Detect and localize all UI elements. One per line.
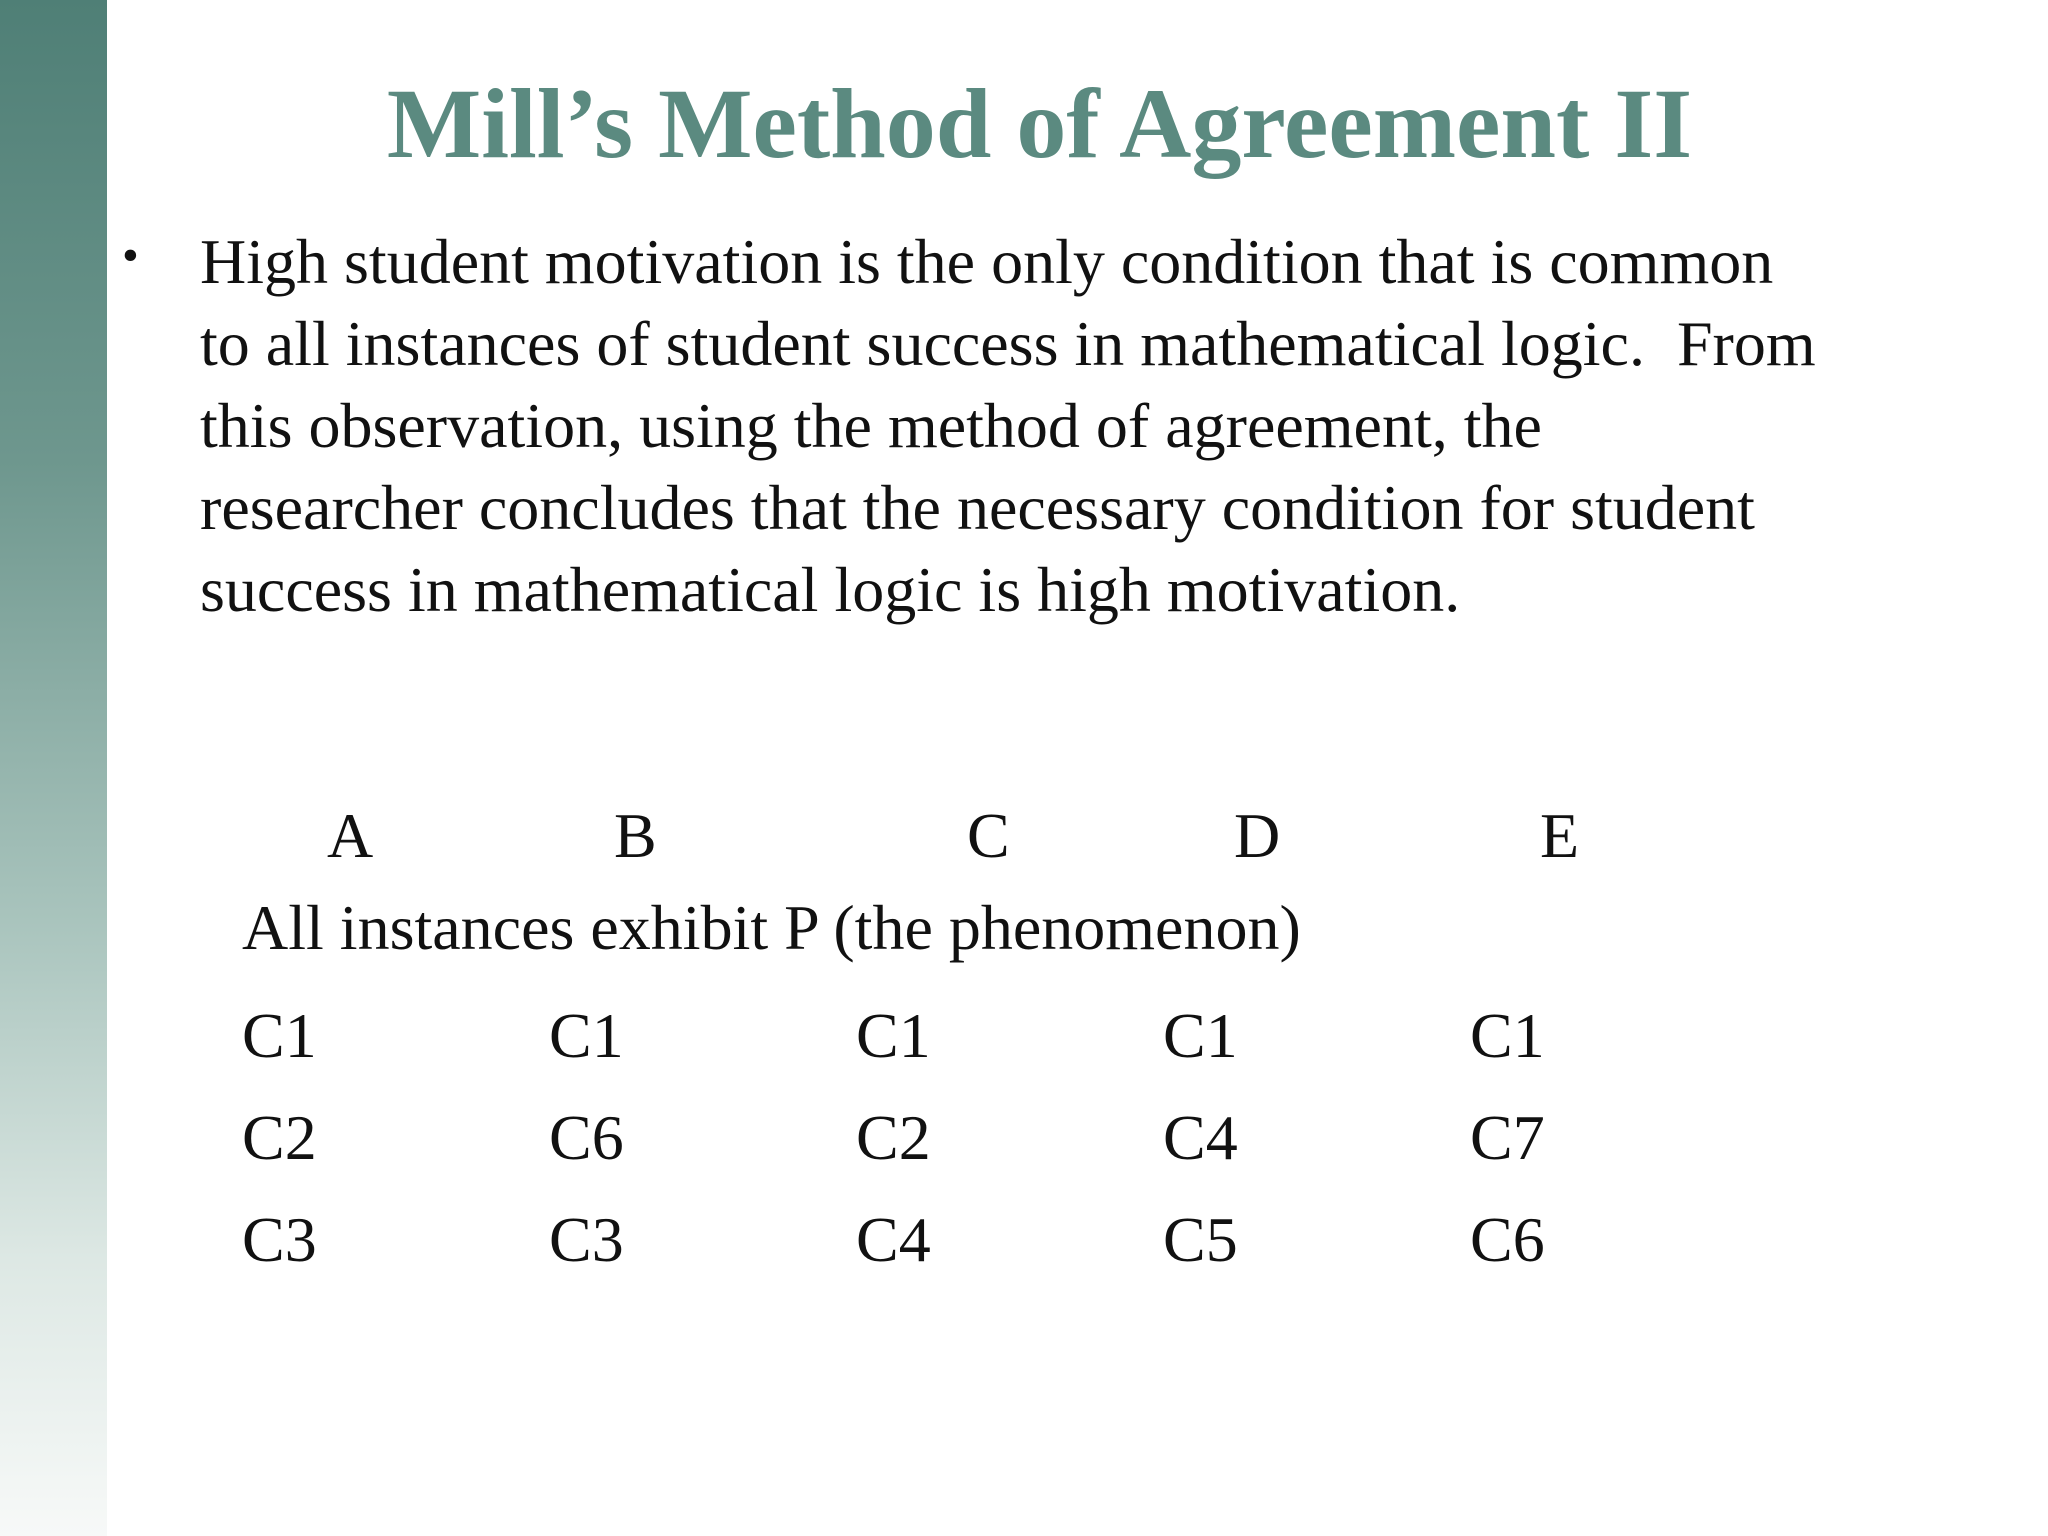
table-cell: C1 [549, 1000, 624, 1071]
table-cell: C1 [242, 1000, 317, 1071]
column-header-b: B [614, 800, 657, 871]
bullet-line: success in mathematical logic is high motivation. [200, 554, 1461, 625]
table-cell: C4 [856, 1204, 931, 1275]
table-cell: C1 [1470, 1000, 1545, 1071]
bullet-paragraph [200, 221, 1940, 631]
bullet-line: this observation, using the method of agreement, the [200, 390, 1542, 461]
column-header-e: E [1540, 800, 1580, 871]
column-header-a: A [327, 800, 374, 871]
table-cell: C3 [242, 1204, 317, 1275]
observation-text: All instances exhibit P (the phenomenon) [242, 892, 1301, 963]
bullet-line: to all instances of student success in mathematical logic. From [200, 308, 1816, 379]
table-cell: C4 [1163, 1102, 1238, 1173]
table-cell: C5 [1163, 1204, 1238, 1275]
table-cell: C2 [242, 1102, 317, 1173]
table-cell: C6 [1470, 1204, 1545, 1275]
decorative-side-bar [0, 0, 107, 1536]
table-cell: C1 [1163, 1000, 1238, 1071]
slide-title: Mill’s Method of Agreement II [386, 68, 1693, 179]
table-cell: C3 [549, 1204, 624, 1275]
bullet-icon: • [122, 229, 139, 282]
table-cell: C1 [856, 1000, 931, 1071]
bullet-line: researcher concludes that the necessary condition for student [200, 472, 1755, 543]
table-cell: C6 [549, 1102, 624, 1173]
column-header-d: D [1234, 800, 1281, 871]
column-header-c: C [967, 800, 1010, 871]
bullet-line: High student motivation is the only condition that is common [200, 226, 1774, 297]
table-cell: C2 [856, 1102, 931, 1173]
table-cell: C7 [1470, 1102, 1545, 1173]
